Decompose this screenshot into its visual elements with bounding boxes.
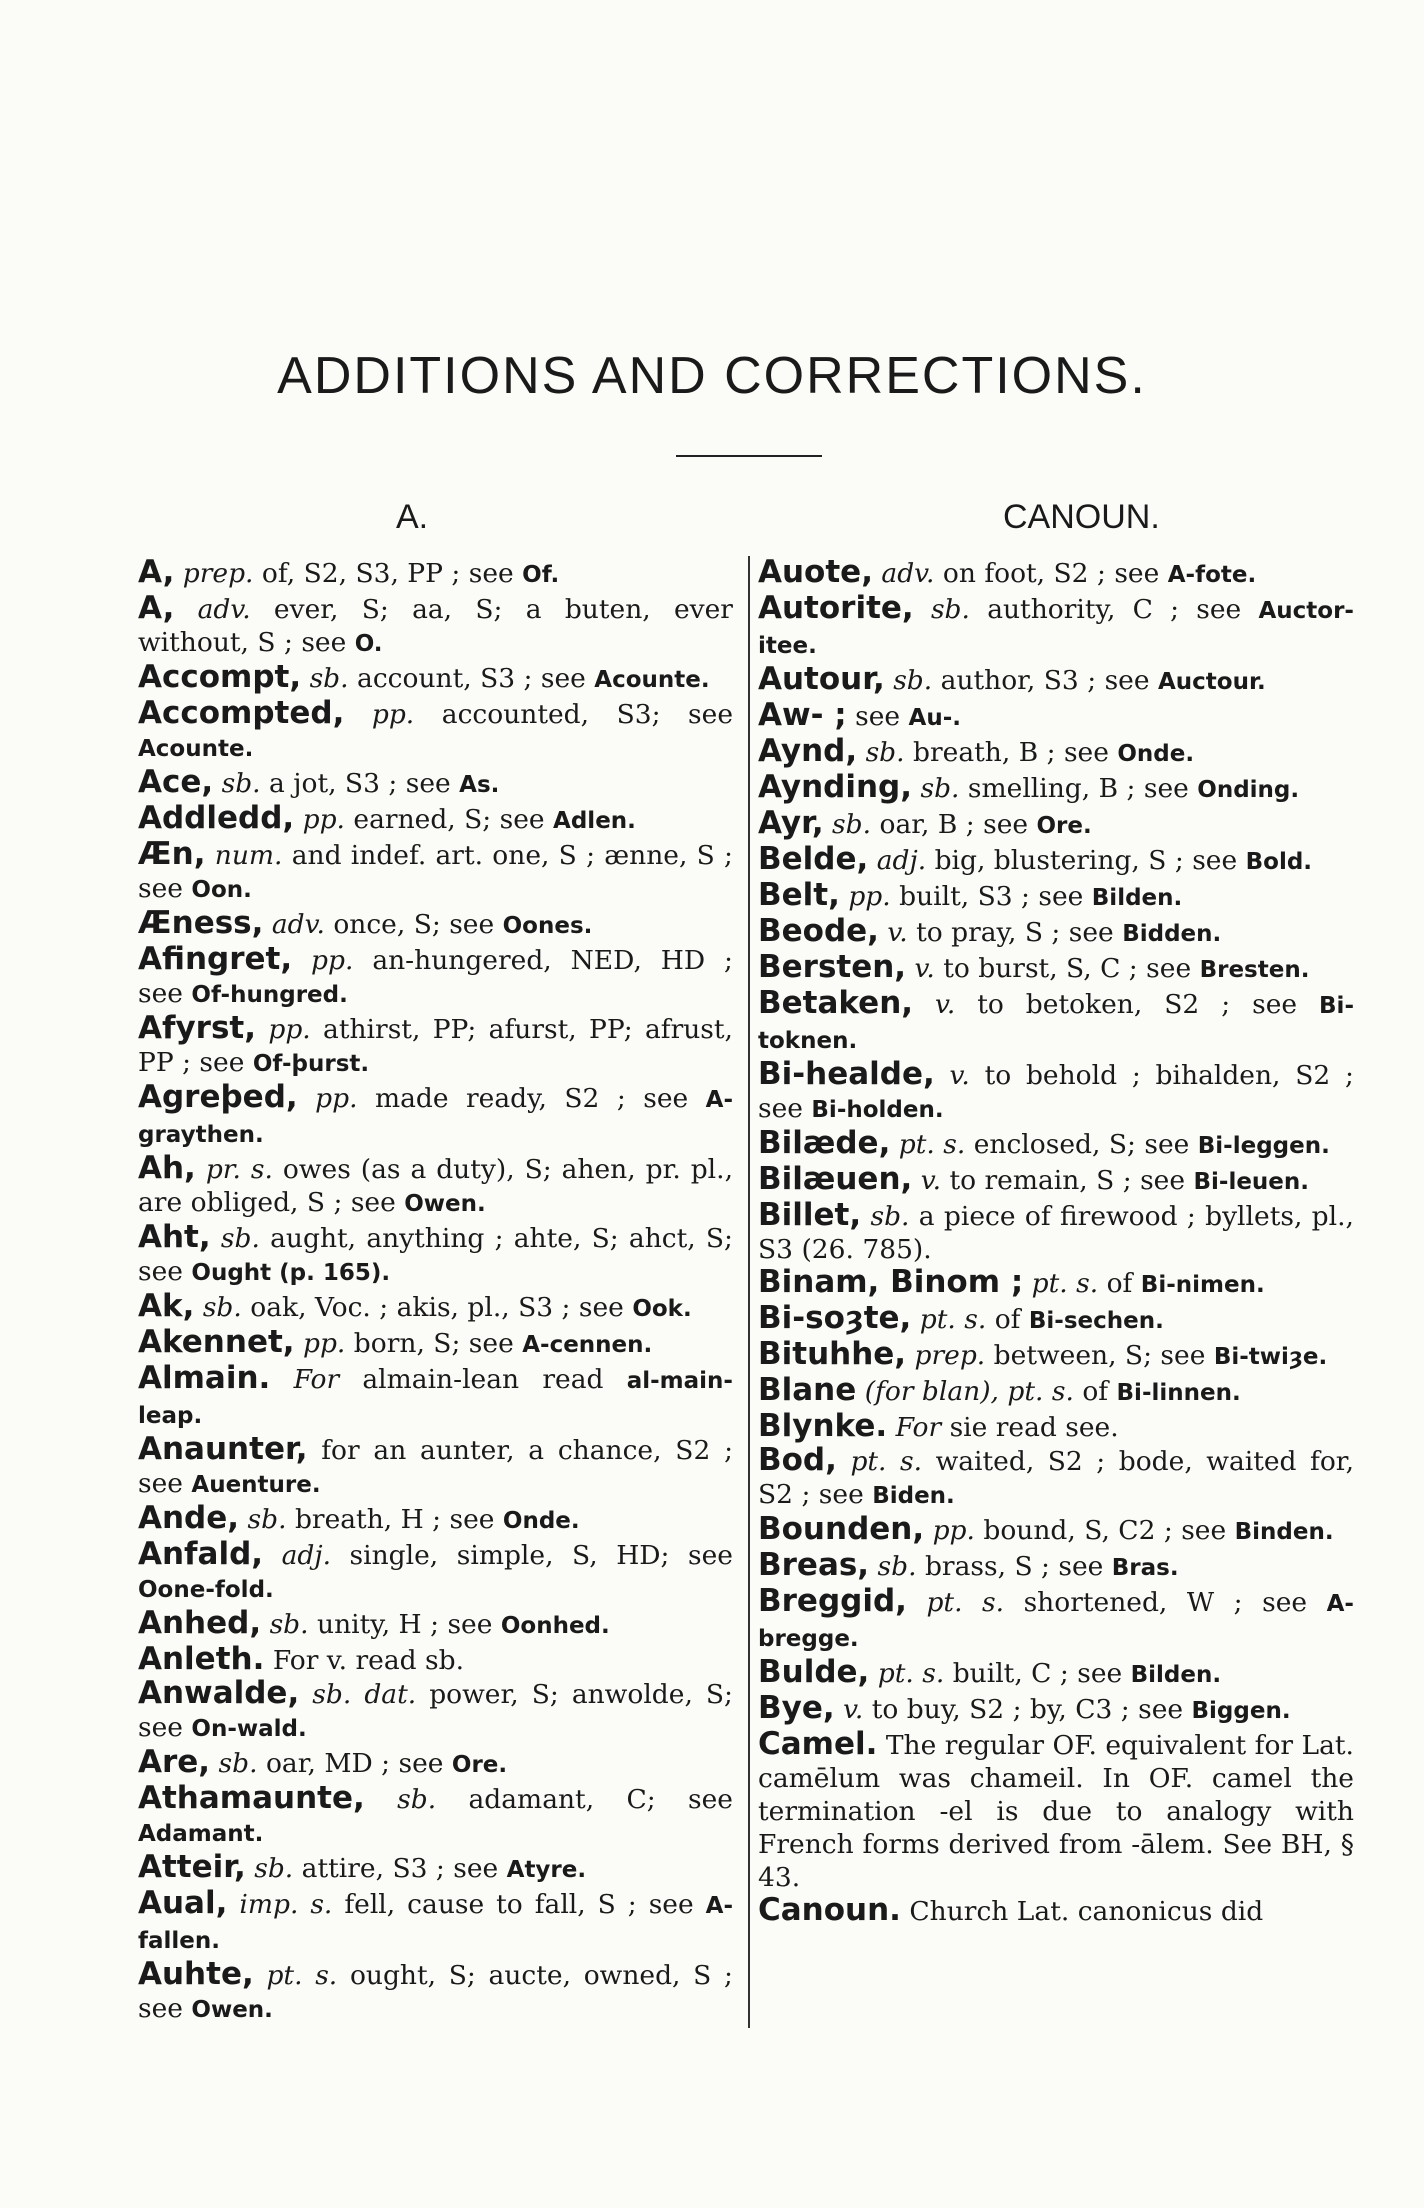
entry-headword: Belt, bbox=[758, 877, 840, 913]
entry-headword: Anhed, bbox=[138, 1605, 262, 1641]
entry-part-of-speech: sb. bbox=[870, 1201, 910, 1232]
entry-definition: Church Lat. canonicus did bbox=[909, 1896, 1264, 1927]
dictionary-entry bbox=[138, 1607, 733, 1643]
entry-headword: Belde, bbox=[758, 841, 869, 877]
entry-definition: author, S3 ; see bbox=[940, 665, 1150, 696]
entry-cross-reference: Onding. bbox=[1197, 777, 1300, 803]
entry-cross-reference: Oone-fold. bbox=[138, 1577, 274, 1603]
entry-definition: enclosed, S; see bbox=[973, 1129, 1190, 1160]
entry-cross-reference: Auenture. bbox=[191, 1472, 321, 1498]
entry-definition: built, S3 ; see bbox=[899, 881, 1084, 912]
entry-definition: power, S; anwolde, S; see bbox=[138, 1679, 733, 1743]
entry-cross-reference: Bilden. bbox=[1091, 885, 1183, 911]
dictionary-entry bbox=[758, 951, 1354, 987]
dictionary-entry bbox=[138, 1958, 733, 2027]
entry-cross-reference: Biden. bbox=[872, 1483, 955, 1509]
left-column-head: A. bbox=[396, 498, 429, 536]
dictionary-entry bbox=[138, 1677, 733, 1746]
entry-headword: A, bbox=[138, 590, 175, 626]
entry-cross-reference: Ought (p. 165). bbox=[191, 1260, 391, 1286]
entry-cross-reference: A-cennen. bbox=[522, 1332, 653, 1358]
entry-definition: to betoken, S2 ; see bbox=[977, 989, 1298, 1020]
entry-headword: Ayr, bbox=[758, 805, 824, 841]
entry-part-of-speech: pp. bbox=[315, 1083, 358, 1114]
entry-definition: to burst, S, C ; see bbox=[943, 953, 1192, 984]
entry-definition: ever, S; aa, S; a buten, ever without, S ; see bbox=[138, 594, 733, 658]
page-title: ADDITIONS AND CORRECTIONS. bbox=[277, 347, 1147, 405]
entry-cross-reference: Au-. bbox=[908, 705, 961, 731]
entry-headword: Aw- ; bbox=[758, 697, 847, 733]
entry-headword: Bersten, bbox=[758, 949, 907, 985]
entry-headword: Almain. bbox=[138, 1360, 271, 1396]
entry-definition: to pray, S ; see bbox=[916, 917, 1114, 948]
entry-part-of-speech: pp. bbox=[311, 945, 354, 976]
dictionary-entry bbox=[758, 915, 1354, 951]
dictionary-entry bbox=[758, 1894, 1354, 1928]
dictionary-entry bbox=[138, 1502, 733, 1538]
entry-headword: Auhte, bbox=[138, 1956, 254, 1992]
entry-part-of-speech: sb. bbox=[269, 1609, 309, 1640]
entry-part-of-speech: pt. s. bbox=[266, 1960, 338, 1991]
entry-definition: built, C ; see bbox=[952, 1658, 1123, 1689]
dictionary-entry bbox=[138, 907, 733, 943]
entry-definition: born, S; see bbox=[353, 1328, 514, 1359]
entry-part-of-speech: pt. s. bbox=[850, 1446, 923, 1477]
entry-part-of-speech: sb. bbox=[397, 1784, 437, 1815]
entry-part-of-speech: num. bbox=[214, 840, 283, 871]
dictionary-entry bbox=[138, 1326, 733, 1362]
entry-definition: of bbox=[1082, 1376, 1109, 1407]
entry-part-of-speech: (for blan), pt. s. bbox=[864, 1376, 1074, 1407]
entry-cross-reference: Ore. bbox=[1036, 813, 1092, 839]
dictionary-entry bbox=[758, 1199, 1354, 1266]
dictionary-entry bbox=[758, 1513, 1354, 1549]
entry-cross-reference: O. bbox=[354, 631, 383, 657]
dictionary-entry bbox=[138, 943, 733, 1012]
entry-part-of-speech: pt. s. bbox=[877, 1658, 945, 1689]
entry-part-of-speech: v. bbox=[935, 989, 956, 1020]
entry-headword: Bounden, bbox=[758, 1511, 925, 1547]
entry-definition: aught, anything ; ahte, S; ahct, S; see bbox=[138, 1223, 733, 1287]
entry-headword: Accompted, bbox=[138, 695, 345, 731]
entry-headword: Afyrst, bbox=[138, 1010, 257, 1046]
entry-headword: Billet, bbox=[758, 1197, 862, 1233]
entry-headword: Æness, bbox=[138, 905, 264, 941]
dictionary-entry bbox=[138, 697, 733, 766]
dictionary-entry bbox=[138, 1081, 733, 1152]
entry-headword: Anwalde, bbox=[138, 1675, 300, 1711]
dictionary-entry bbox=[138, 556, 733, 592]
entry-headword: Aynding, bbox=[758, 769, 913, 805]
entry-part-of-speech: adv. bbox=[271, 909, 325, 940]
dictionary-entry bbox=[758, 1266, 1354, 1302]
dictionary-entry bbox=[138, 1782, 733, 1851]
entry-definition: breath, H ; see bbox=[294, 1504, 495, 1535]
entry-definition: waited, S2 ; bode, waited for, S2 ; see bbox=[758, 1446, 1354, 1510]
entry-headword: Aynd, bbox=[758, 733, 858, 769]
entry-headword: Agreþed, bbox=[138, 1079, 298, 1115]
entry-part-of-speech: v. bbox=[949, 1060, 970, 1091]
dictionary-entry bbox=[758, 1374, 1354, 1410]
entry-part-of-speech: sb. bbox=[218, 1748, 258, 1779]
entry-headword: Bi-soȝte, bbox=[758, 1300, 912, 1336]
entry-headword: Ace, bbox=[138, 764, 214, 800]
entry-part-of-speech: pt. s. bbox=[919, 1304, 987, 1335]
entry-definition: of bbox=[1106, 1268, 1133, 1299]
dictionary-entry bbox=[138, 1433, 733, 1502]
entry-headword: Bilæde, bbox=[758, 1125, 891, 1161]
entry-definition: made ready, S2 ; see bbox=[374, 1083, 689, 1114]
entry-cross-reference: Oon. bbox=[191, 877, 252, 903]
entry-part-of-speech: v. bbox=[914, 953, 935, 984]
entry-headword: Aual, bbox=[138, 1885, 228, 1921]
entry-part-of-speech: sb. bbox=[930, 594, 970, 625]
entry-definition: ought, S; aucte, owned, S ; see bbox=[138, 1960, 733, 2024]
dictionary-entry bbox=[758, 843, 1354, 879]
entry-cross-reference: A-fallen. bbox=[138, 1893, 733, 1954]
dictionary-entry bbox=[758, 1728, 1354, 1894]
dictionary-entry bbox=[758, 1058, 1354, 1127]
entry-part-of-speech: pt. s. bbox=[926, 1587, 1005, 1618]
entry-definition: bound, S, C2 ; see bbox=[983, 1515, 1227, 1546]
entry-headword: Autour, bbox=[758, 661, 885, 697]
entry-headword: Ande, bbox=[138, 1500, 240, 1536]
dictionary-entry bbox=[138, 802, 733, 838]
entry-part-of-speech: v. bbox=[887, 917, 908, 948]
entry-headword: Auote, bbox=[758, 554, 873, 590]
entry-headword: Bilæuen, bbox=[758, 1161, 913, 1197]
dictionary-entry bbox=[138, 1362, 733, 1433]
entry-definition: and indef. art. one, S ; ænne, S ; see bbox=[138, 840, 733, 904]
entry-definition: authority, C ; see bbox=[987, 594, 1242, 625]
dictionary-entry bbox=[758, 1410, 1354, 1444]
dictionary-entry bbox=[138, 1746, 733, 1782]
entry-headword: Afingret, bbox=[138, 941, 293, 977]
entry-cross-reference: Bilden. bbox=[1130, 1662, 1222, 1688]
dictionary-entry bbox=[138, 592, 733, 661]
entry-part-of-speech: sb. bbox=[220, 1223, 260, 1254]
entry-definition: a jot, S3 ; see bbox=[269, 768, 451, 799]
entry-cross-reference: al-main-leap. bbox=[138, 1368, 733, 1429]
entry-headword: A, bbox=[138, 554, 175, 590]
entry-part-of-speech: pr. s. bbox=[205, 1154, 273, 1185]
dictionary-entry bbox=[758, 1163, 1354, 1199]
entry-definition: fell, cause to fall, S ; see bbox=[344, 1889, 694, 1920]
dictionary-entry bbox=[758, 807, 1354, 843]
entry-definition: accounted, S3; see bbox=[441, 699, 733, 730]
dictionary-entry bbox=[758, 1585, 1354, 1656]
entry-definition: to behold ; bihalden, S2 ; see bbox=[758, 1060, 1354, 1124]
dictionary-entry bbox=[138, 1643, 733, 1677]
entry-definition: on foot, S2 ; see bbox=[942, 558, 1160, 589]
dictionary-entry bbox=[138, 766, 733, 802]
entry-headword: Anleth. bbox=[138, 1641, 265, 1677]
entry-part-of-speech: sb. dat. bbox=[312, 1679, 417, 1710]
dictionary-entry bbox=[138, 1887, 733, 1958]
entry-part-of-speech: pp. bbox=[268, 1014, 311, 1045]
title-rule bbox=[676, 455, 822, 457]
entry-definition: to buy, S2 ; by, C3 ; see bbox=[871, 1694, 1184, 1725]
entry-cross-reference: Owen. bbox=[404, 1191, 486, 1217]
entry-cross-reference: Bidden. bbox=[1122, 921, 1222, 947]
entry-cross-reference: Onde. bbox=[1117, 741, 1195, 767]
entry-headword: Bi-healde, bbox=[758, 1056, 935, 1092]
dictionary-entry bbox=[138, 1221, 733, 1290]
entry-definition: unity, H ; see bbox=[317, 1609, 493, 1640]
entry-headword: Akennet, bbox=[138, 1324, 295, 1360]
entry-headword: Bulde, bbox=[758, 1654, 870, 1690]
dictionary-entry bbox=[758, 879, 1354, 915]
entry-headword: Accompt, bbox=[138, 659, 302, 695]
column-divider bbox=[748, 556, 750, 2028]
entry-cross-reference: Adlen. bbox=[553, 808, 636, 834]
entry-cross-reference: Ore. bbox=[451, 1752, 508, 1778]
entry-cross-reference: Acounte. bbox=[594, 667, 710, 693]
entry-cross-reference: A-bregge. bbox=[758, 1591, 1354, 1652]
entry-headword: Ah, bbox=[138, 1150, 196, 1186]
entry-definition: The regular OF. equivalent for Lat. camēlum was chameil. In OF. camel the termination -el is due to analogy with French forms derived from -ālem. See BH, § 43. bbox=[758, 1730, 1354, 1893]
entry-definition: for an aunter, a chance, S2 ; see bbox=[138, 1435, 733, 1499]
entry-headword: Blane bbox=[758, 1372, 857, 1408]
entry-part-of-speech: adj. bbox=[281, 1540, 331, 1571]
entry-cross-reference: Bi-toknen. bbox=[758, 993, 1354, 1054]
entry-part-of-speech: sb. bbox=[877, 1551, 917, 1582]
entry-definition: a piece of firewood ; byllets, pl., S3 (26. 785). bbox=[758, 1201, 1354, 1265]
entry-definition: oak, Voc. ; akis, pl., S3 ; see bbox=[250, 1292, 624, 1323]
entry-part-of-speech: sb. bbox=[254, 1853, 294, 1884]
dictionary-entry bbox=[758, 1338, 1354, 1374]
entry-part-of-speech: pt. s. bbox=[1031, 1268, 1099, 1299]
entry-cross-reference: Bi-twiȝe. bbox=[1213, 1344, 1328, 1370]
entry-definition: to remain, S ; see bbox=[949, 1165, 1186, 1196]
dictionary-entry bbox=[758, 699, 1354, 735]
entry-headword: Are, bbox=[138, 1744, 211, 1780]
entry-headword: Blynke. bbox=[758, 1408, 888, 1444]
entry-part-of-speech: pp. bbox=[371, 699, 415, 730]
entry-definition: smelling, B ; see bbox=[967, 773, 1189, 804]
right-column-head: CANOUN. bbox=[1003, 498, 1160, 536]
entry-cross-reference: Bras. bbox=[1111, 1555, 1179, 1581]
dictionary-entry bbox=[758, 663, 1354, 699]
entry-cross-reference: On-wald. bbox=[191, 1716, 307, 1742]
entry-definition: single, simple, S, HD; see bbox=[349, 1540, 733, 1571]
dictionary-entry bbox=[758, 1549, 1354, 1585]
entry-definition: adamant, C; see bbox=[468, 1784, 733, 1815]
entry-cross-reference: Bi-leuen. bbox=[1193, 1169, 1310, 1195]
dictionary-entry bbox=[138, 1851, 733, 1887]
entry-cross-reference: A-graythen. bbox=[138, 1087, 733, 1148]
entry-part-of-speech: sb. bbox=[202, 1292, 242, 1323]
entry-part-of-speech: pt. s. bbox=[898, 1129, 966, 1160]
entry-part-of-speech: For bbox=[293, 1364, 340, 1395]
entry-part-of-speech: For bbox=[895, 1412, 942, 1443]
entry-definition: For v. read sb. bbox=[272, 1645, 465, 1676]
entry-cross-reference: Onde. bbox=[502, 1508, 580, 1534]
entry-headword: Autorite, bbox=[758, 590, 914, 626]
dictionary-entry bbox=[758, 735, 1354, 771]
entry-headword: Camel. bbox=[758, 1726, 878, 1762]
entry-headword: Binam, Binom ; bbox=[758, 1264, 1024, 1300]
entry-definition: big, blustering, S ; see bbox=[934, 845, 1238, 876]
entry-cross-reference: Of. bbox=[522, 562, 560, 588]
entry-definition: athirst, PP; afurst, PP; afrust, PP ; see bbox=[138, 1014, 733, 1078]
entry-headword: Æn, bbox=[138, 836, 206, 872]
entry-part-of-speech: pp. bbox=[303, 1328, 346, 1359]
entry-part-of-speech: pp. bbox=[302, 804, 345, 835]
entry-definition: oar, MD ; see bbox=[265, 1748, 444, 1779]
entry-cross-reference: Oones. bbox=[502, 913, 593, 939]
entry-definition: account, S3 ; see bbox=[357, 663, 586, 694]
entry-definition: brass, S ; see bbox=[924, 1551, 1104, 1582]
entry-headword: Breggid, bbox=[758, 1583, 907, 1619]
entry-part-of-speech: v. bbox=[843, 1694, 864, 1725]
entry-part-of-speech: adj. bbox=[876, 845, 927, 876]
entry-cross-reference: Adamant. bbox=[138, 1821, 264, 1847]
entry-part-of-speech: pp. bbox=[932, 1515, 975, 1546]
entry-cross-reference: Binden. bbox=[1234, 1519, 1334, 1545]
right-column bbox=[758, 556, 1354, 1928]
entry-cross-reference: Bi-sechen. bbox=[1028, 1308, 1164, 1334]
entry-part-of-speech: adv. bbox=[197, 594, 251, 625]
entry-part-of-speech: sb. bbox=[832, 809, 872, 840]
entry-headword: Addledd, bbox=[138, 800, 295, 836]
entry-definition: once, S; see bbox=[333, 909, 495, 940]
entry-part-of-speech: prep. bbox=[914, 1340, 986, 1371]
dictionary-entry bbox=[758, 987, 1354, 1058]
entry-headword: Beode, bbox=[758, 913, 879, 949]
entry-headword: Breas, bbox=[758, 1547, 870, 1583]
entry-part-of-speech: pp. bbox=[848, 881, 891, 912]
dictionary-entry bbox=[758, 1302, 1354, 1338]
entry-cross-reference: Bold. bbox=[1245, 849, 1313, 875]
entry-headword: Bod, bbox=[758, 1442, 837, 1478]
dictionary-entry bbox=[138, 1012, 733, 1081]
dictionary-entry bbox=[138, 1152, 733, 1221]
entry-headword: Canoun. bbox=[758, 1892, 901, 1928]
entry-cross-reference: Auctor-itee. bbox=[758, 598, 1354, 659]
entry-part-of-speech: v. bbox=[920, 1165, 942, 1196]
entry-headword: Athamaunte, bbox=[138, 1780, 365, 1816]
entry-headword: Anaunter, bbox=[138, 1431, 308, 1467]
entry-headword: Atteir, bbox=[138, 1849, 246, 1885]
entry-cross-reference: Biggen. bbox=[1191, 1698, 1291, 1724]
entry-cross-reference: Bi-leggen. bbox=[1197, 1133, 1330, 1159]
dictionary-entry bbox=[758, 556, 1354, 592]
entry-part-of-speech: sb. bbox=[920, 773, 960, 804]
entry-cross-reference: Acounte. bbox=[138, 736, 254, 762]
dictionary-entry bbox=[758, 1656, 1354, 1692]
entry-definition: almain-lean read bbox=[362, 1364, 604, 1395]
entry-cross-reference: Of-þurst. bbox=[252, 1051, 370, 1077]
entry-cross-reference: Auctour. bbox=[1157, 669, 1266, 695]
entry-definition: earned, S; see bbox=[353, 804, 545, 835]
entry-part-of-speech: sb. bbox=[865, 737, 905, 768]
entry-definition: breath, B ; see bbox=[913, 737, 1109, 768]
entry-definition: oar, B ; see bbox=[879, 809, 1029, 840]
entry-cross-reference: Atyre. bbox=[506, 1857, 587, 1883]
entry-part-of-speech: sb. bbox=[893, 665, 933, 696]
entry-definition: shortened, W ; see bbox=[1023, 1587, 1308, 1618]
dictionary-entry bbox=[758, 1692, 1354, 1728]
entry-headword: Ak, bbox=[138, 1288, 195, 1324]
entry-part-of-speech: prep. bbox=[182, 558, 254, 589]
entry-cross-reference: Bresten. bbox=[1199, 957, 1310, 983]
entry-part-of-speech: adv. bbox=[881, 558, 935, 589]
entry-definition: attire, S3 ; see bbox=[301, 1853, 499, 1884]
entry-cross-reference: Bi-nimen. bbox=[1140, 1272, 1265, 1298]
dictionary-entry bbox=[758, 771, 1354, 807]
entry-headword: Betaken, bbox=[758, 985, 914, 1021]
entry-definition: of bbox=[994, 1304, 1021, 1335]
dictionary-entry bbox=[138, 838, 733, 907]
entry-definition: of, S2, S3, PP ; see bbox=[261, 558, 514, 589]
entry-headword: Anfald, bbox=[138, 1536, 264, 1572]
entry-definition: an-hungered, NED, HD ; see bbox=[138, 945, 733, 1009]
entry-part-of-speech: imp. s. bbox=[239, 1889, 333, 1920]
dictionary-entry bbox=[138, 1538, 733, 1607]
entry-part-of-speech: sb. bbox=[221, 768, 261, 799]
entry-cross-reference: Of-hungred. bbox=[191, 982, 348, 1008]
entry-cross-reference: Ook. bbox=[632, 1296, 692, 1322]
entry-definition: see bbox=[855, 701, 901, 732]
entry-part-of-speech: sb. bbox=[247, 1504, 287, 1535]
entry-definition: sie read see. bbox=[949, 1412, 1119, 1443]
entry-cross-reference: A-fote. bbox=[1167, 562, 1257, 588]
entry-part-of-speech: sb. bbox=[309, 663, 349, 694]
left-column bbox=[138, 556, 733, 2027]
entry-definition: owes (as a duty), S; ahen, pr. pl., are obliged, S ; see bbox=[138, 1154, 733, 1218]
entry-headword: Aht, bbox=[138, 1219, 211, 1255]
dictionary-entry bbox=[758, 592, 1354, 663]
entry-cross-reference: Bi-holden. bbox=[811, 1097, 944, 1123]
dictionary-entry bbox=[758, 1444, 1354, 1513]
dictionary-entry bbox=[138, 661, 733, 697]
entry-cross-reference: Owen. bbox=[191, 1997, 273, 2023]
dictionary-entry bbox=[138, 1290, 733, 1326]
dictionary-entry bbox=[758, 1127, 1354, 1163]
entry-definition: between, S; see bbox=[993, 1340, 1206, 1371]
entry-cross-reference: As. bbox=[459, 772, 500, 798]
entry-headword: Bye, bbox=[758, 1690, 835, 1726]
entry-cross-reference: Bi-linnen. bbox=[1116, 1380, 1241, 1406]
entry-headword: Bituhhe, bbox=[758, 1336, 907, 1372]
entry-cross-reference: Oonhed. bbox=[500, 1613, 610, 1639]
